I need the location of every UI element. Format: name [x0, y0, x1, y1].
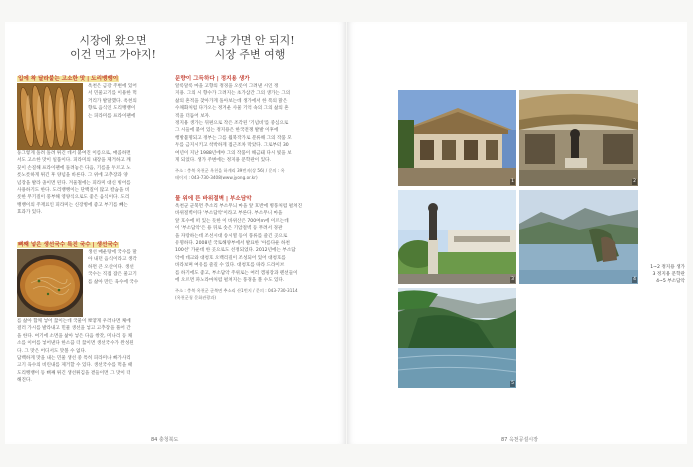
photo-jeongjiyong-museum [398, 190, 516, 284]
photo-jeongjiyong-house-1 [398, 90, 516, 186]
left-page [5, 22, 346, 444]
section-title-saengseon-guksu: 뼈째 넣은 생선국수 특진 국수 | 생선국수 [18, 242, 119, 248]
photo-number-2: 2 [633, 179, 636, 184]
photo-busodamak-cliff [398, 288, 516, 388]
busodamak-address: 주소 : 충북 옥천군 군북면 추소리 산1번지 / 문의 : 043-730-3114 (옥천군청 문화관광과) [175, 288, 298, 300]
photo-number-5: 5 [511, 381, 514, 386]
left-page-title: 시장에 왔으면 이건 먹고 가야지! [70, 34, 156, 61]
section-title-jeongjiyong: 문향이 그득하다 | 정지용 생가 [175, 76, 250, 82]
left-page-number: 84 충청북도 [151, 437, 179, 443]
section-title-doribaengbaengi: 입에 착 달라붙는 고소한 맛 | 도리뱅뱅이 [18, 76, 119, 82]
photo-caption-legend: 1~2 정지용 생가 3 정지용 문학관 4~5 부소담악 [650, 265, 685, 284]
section-title-busodamak: 물 위에 뜬 바위절벽 | 부소담악 [175, 196, 252, 202]
jeongjiyong-address: 주소 : 충북 옥천군 옥천읍 하계리 39번지(상 56) / 문의 : 옥 테이지 : 043-730-3408(www.jyong.or.kr) [175, 168, 285, 180]
section1-side-text: 옥천은 금강 주변에 있어 서 민물고기를 이용한 먹 거리가 발달했다. 옥천의 향토 음식인 도리뱅뱅이 는 피라미를 프라이팬에 [88, 84, 137, 119]
section1-body-text: 둥그렇게 돌려 돌려 튀긴 데서 붙여진 이름으로, 매콤하면 서도 고소한 맛이 일품이다. 피라미의 내장을 제거하고 깨 끗이 손질해 프라이팬에 돌려놓은 다음, 기름을 두르고 노 릇노릇하게 튀긴 후 양념을 바른다. 그 위에 고추장과 양 념장을 발라 졸이면 된다. 겨울철에는 피라미 대신 빙어를 사용하기도 한다. 도리뱅뱅이는 단백질이 많고 칼슘을 비 롯한 무기질이 풍부해 영양식으로도 좋은 음식이다. 도리 뱅뱅이의 주재료인 피라미는 신장병에 좋고 부기를 빼는 효과가 있다. [17, 151, 131, 216]
saengseon-guksu-photo [17, 249, 83, 317]
photo-number-1: 1 [511, 179, 514, 184]
photo-jeongjiyong-house-2 [519, 90, 638, 186]
doribaengbaengi-photo [17, 83, 83, 150]
photo-number-3: 3 [511, 277, 514, 282]
section2-body-text: 를 삶아 함께 넣어 끓이는데 국물이 뽀얗게 우러나면 체에 걸러 가시를 발라내고 민물 생선을 넣고 고추장을 풀어 간 을 한다. 여기에 소면을 삶아 넣은 다음 쌍갓, 미나리 등 채 소를 이어를 넣어낸다 한소끔 더 끓이면 생선국수가 완성된 다. 그 맛은 어디서도 맛볼 수 없다. 담백하게 맛을 내는 민물 생선 중 특히 피라미나 빠가사리 고기 육수의 비린내를 제거할 수 있다. 생선국수를 먹을 때 도리뱅뱅이 등 뼈째 튀긴 생선튀김을 곁들이면 그 맛이 더 해진다. [17, 319, 134, 384]
jeongjiyong-body-text: 알록달록 마을 고향의 정경을 오롯이 그려낸 시인 정 지용. 그의 시 향수가 그려지는 초가삼간 그의 생가는 그의 삶의 흔적을 찾아가게 돌아보는데 생가에서 한 폭의 맑은 수채화처럼 다가오는 정겨운 사물 기억 속의 그의 삶의 흔 적을 더듬어 보자. 정지용 생가는 뒤편으로 작은 조각된 '기념비'를 중심으로 그 시들에 붙어 있는 정지용은 한국전쟁 발발 이후에 행방불명되고 정부는 그를 월북작가로 분류해 그의 작품 모 두를 금지시키고 착박하게 접근조차 막았다. 그로부터 30 여년이 지난 1988년에야 그의 작품이 해금돼 다시 빛을 보 게 되었다. 생가 주변에는 정지용 문학관이 있다. [175, 84, 292, 164]
right-page-title: 그냥 가면 안 되지! 시장 주변 여행 [205, 34, 295, 61]
photo-number-4: 4 [633, 277, 636, 282]
right-page-number: 87 옥천공설시장 [501, 437, 538, 443]
busodamak-body-text: 옥천군 군북면 추소리 부소무늬 마을 앞 호반에 병풍처럼 펼쳐진 바위절벽이다 '부소담악'이라고 부른다. 부소무니 마을 앞 호수에 떠 있는 듯한 이 바위산은 700여m에 이르는데 이 '부소담악'은 용 뒤로 솟은 기암절벽 등 무려서 경관 을 자랑하는데 조선시대 송시열 등이 풍류를 즐긴 곳으로 유명하다. 2008년 국토해양부에서 발표한 '아름다운 하천 100선' 가운데 한 곳으로도 선정되었다. 2012년에는 부소담 악에 데크와 대청호 오백리길이 조성되어 있어 대청호를 바라보며 여유를 즐길 수 있다. 대청호를 따라 드라이브 를 하기에도 좋고, 부소담악 주위로는 여러 캠핑장과 펜션들이 에 오르면 파노라마처럼 펼쳐지는 풍경을 볼 수도 있다. [175, 204, 303, 284]
section2-side-text: 생선 매운탕에 국수를 말 아 내던 음식이라고 생각 하면 큰 오산이다. 생선 국수는 직접 잡은 물고기 를 삶아 만든 육수에 국수 [88, 250, 139, 285]
right-page [347, 22, 687, 444]
